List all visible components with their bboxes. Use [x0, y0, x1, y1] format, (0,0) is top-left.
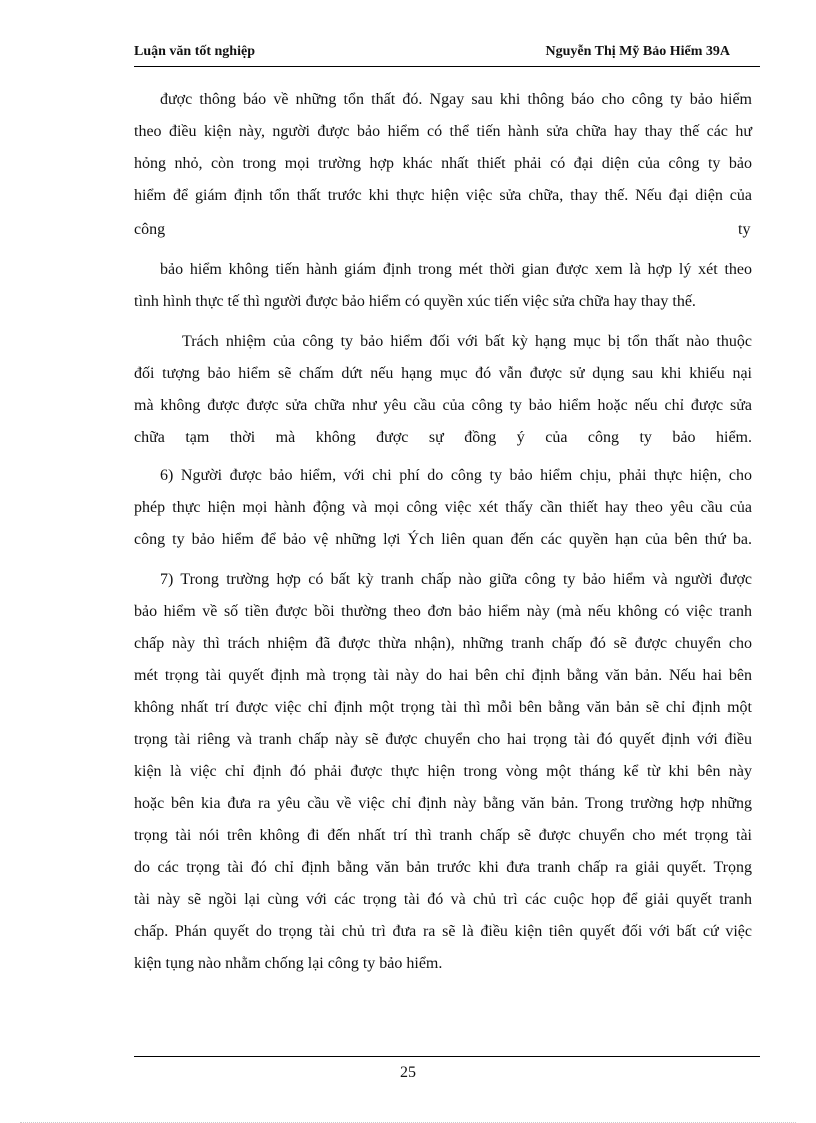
text-line: phép thực hiện mọi hành động và mọi công việc xét thấy cần thiết hay theo yêu cầu của: [134, 499, 752, 516]
text-line: bảo hiểm về số tiền được bồi thường theo đơn bảo hiểm này (mà nếu không có việc tranh: [134, 603, 752, 620]
text-line: công: [134, 221, 166, 238]
text-line: mét trọng tài quyết định mà trọng tài này do hai bên chỉ định bằng văn bản. Nếu hai bên: [134, 667, 752, 684]
text-line: trọng tài riêng và tranh chấp này sẽ được chuyển cho hai trọng tài đó quyết định với điều: [134, 731, 752, 748]
text-line: chữa tạm thời mà không được sự đồng ý của công ty bảo hiểm.: [134, 429, 752, 446]
text-line: chấp. Phán quyết do trọng tài chủ trì đưa ra sẽ là điều kiện tiên quyết đối với bất cứ việc: [134, 923, 752, 940]
text-line: theo điều kiện này, người được bảo hiểm có thể tiến hành sửa chữa hay thay thế các hư: [134, 123, 752, 140]
footer-divider: [134, 1056, 760, 1057]
text-line: kiện là việc chỉ định đó phải được thực hiện trong vòng một tháng kể từ khi bên này: [134, 763, 752, 780]
text-line: không nhất trí được việc chỉ định một trọng tài thì mỗi bên bằng văn bản sẽ chỉ định một: [134, 699, 752, 716]
text-line: Trách nhiệm của công ty bảo hiểm đối với bất kỳ hạng mục bị tổn thất nào thuộc: [182, 333, 752, 350]
header-author: Nguyễn Thị Mỹ Bảo Hiểm 39A: [545, 44, 730, 59]
text-line: công ty bảo hiểm để bảo vệ những lợi Ých liên quan đến các quyền hạn của bên thứ ba.: [134, 531, 752, 548]
page-number: 25: [400, 1064, 416, 1081]
page-header: [134, 40, 760, 67]
text-line: tài này sẽ ngồi lại cùng với các trọng tài đó và chủ trì các cuộc họp để giải quyết tranh: [134, 891, 752, 908]
text-line: đối tượng bảo hiểm sẽ chấm dứt nếu hạng mục đó vẫn được sử dụng sau khi khiếu nại: [134, 365, 752, 382]
text-line: kiện tụng nào nhằm chống lại công ty bảo hiểm.: [134, 955, 443, 972]
text-line: hỏng nhỏ, còn trong mọi trường hợp khác nhất thiết phải có đại diện của công ty bảo: [134, 155, 752, 172]
text-line: ty: [738, 221, 751, 238]
text-line: được thông báo về những tổn thất đó. Ngay sau khi thông báo cho công ty bảo hiểm: [160, 91, 752, 108]
text-line: do các trọng tài đó chỉ định bằng văn bản trước khi đưa tranh chấp ra giải quyết. Trọng: [134, 859, 752, 876]
text-line: tình hình thực tế thì người được bảo hiểm có quyền xúc tiến việc sửa chữa hay thay thế.: [134, 293, 696, 310]
text-line: 7) Trong trường hợp có bất kỳ tranh chấp nào giữa công ty bảo hiểm và người được: [160, 571, 752, 588]
text-line: hoặc bên kia đưa ra yêu cầu về việc chỉ định này bằng văn bản. Trong trường hợp những: [134, 795, 752, 812]
text-line: trọng tài nói trên không đi đến nhất trí thì tranh chấp sẽ được chuyển cho mét trọng tài: [134, 827, 752, 844]
text-line: hiểm để giám định tổn thất trước khi thực hiện việc sửa chữa, thay thế. Nếu đại diện của: [134, 187, 752, 204]
header-title: Luận văn tốt nghiệp: [134, 44, 255, 59]
text-line: mà không được được sửa chữa như yêu cầu của công ty bảo hiểm hoặc nếu chỉ được sửa: [134, 397, 752, 414]
text-line: chấp này thì trách nhiệm đã được thừa nhận), những tranh chấp đó sẽ được chuyển cho: [134, 635, 752, 652]
text-line: bảo hiểm không tiến hành giám định trong mét thời gian được xem là hợp lý xét theo: [160, 261, 752, 278]
text-line: 6) Người được bảo hiểm, với chi phí do công ty bảo hiểm chịu, phải thực hiện, cho: [160, 467, 752, 484]
